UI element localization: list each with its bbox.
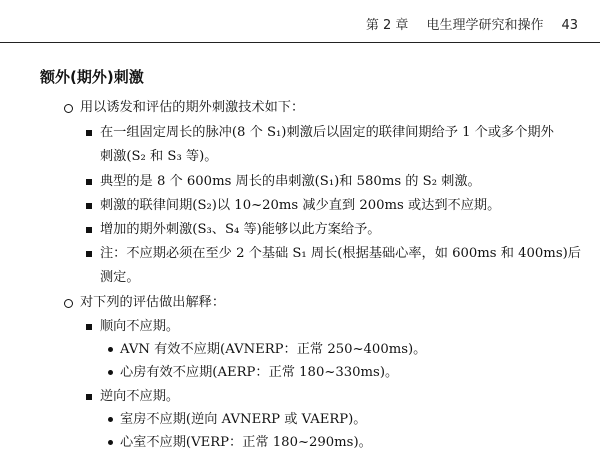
square-bullet-icon <box>86 324 92 330</box>
hollow-circle-bullet-icon <box>64 104 73 113</box>
square-bullet-icon <box>86 179 92 185</box>
list-item-level1: 用以诱发和评估的期外刺激技术如下： <box>80 100 305 115</box>
square-bullet-icon <box>86 130 92 136</box>
round-bullet-icon <box>108 417 113 422</box>
running-head <box>366 14 578 33</box>
list-item-level2-continuation: 测定。 <box>100 270 140 285</box>
list-item-level2: 顺向不应期。 <box>100 319 180 334</box>
list-item-level3: AVN 有效不应期(AVNERP：正常 250~400ms)。 <box>120 342 427 357</box>
page-number: 43 <box>561 18 578 33</box>
list-item-level2: 逆向不应期。 <box>100 389 180 404</box>
round-bullet-icon <box>108 347 113 352</box>
square-bullet-icon <box>86 394 92 400</box>
list-item-level2: 典型的是 8 个 600ms 周长的串刺激(S₁)和 580ms 的 S₂ 刺激。 <box>100 174 481 189</box>
round-bullet-icon <box>108 370 113 375</box>
chapter-title: 电生理学研究和操作 <box>426 18 544 33</box>
list-item-level2: 注：不应期必须在至少 2 个基础 S₁ 周长(根据基础心率，如 600ms 和 400ms)后 <box>100 246 581 261</box>
section-heading: 额外(期外)刺激 <box>40 68 144 86</box>
list-item-level2-continuation: 刺激(S₂ 和 S₃ 等)。 <box>100 149 218 164</box>
list-item-level2: 在一组固定周长的脉冲(8 个 S₁)刺激后以固定的联律间期给予 1 个或多个期外 <box>100 125 554 140</box>
hollow-circle-bullet-icon <box>64 299 73 308</box>
chapter-number: 第 2 章 <box>365 18 409 33</box>
square-bullet-icon <box>86 251 92 257</box>
square-bullet-icon <box>86 227 92 233</box>
round-bullet-icon <box>108 440 113 445</box>
page-header <box>0 0 600 43</box>
list-item-level2: 刺激的联律间期(S₂)以 10~20ms 减少直到 200ms 或达到不应期。 <box>100 198 501 213</box>
list-item-level3: 室房不应期(逆向 AVNERP 或 VAERP)。 <box>120 412 367 427</box>
list-item-level1: 对下列的评估做出解释： <box>80 295 226 310</box>
list-item-level2: 增加的期外刺激(S₃、S₄ 等)能够以此方案给予。 <box>100 222 381 237</box>
square-bullet-icon <box>86 203 92 209</box>
list-item-level3: 心房有效不应期(AERP：正常 180~330ms)。 <box>120 365 399 380</box>
list-item-level3: 心室不应期(VERP：正常 180~290ms)。 <box>120 435 372 450</box>
